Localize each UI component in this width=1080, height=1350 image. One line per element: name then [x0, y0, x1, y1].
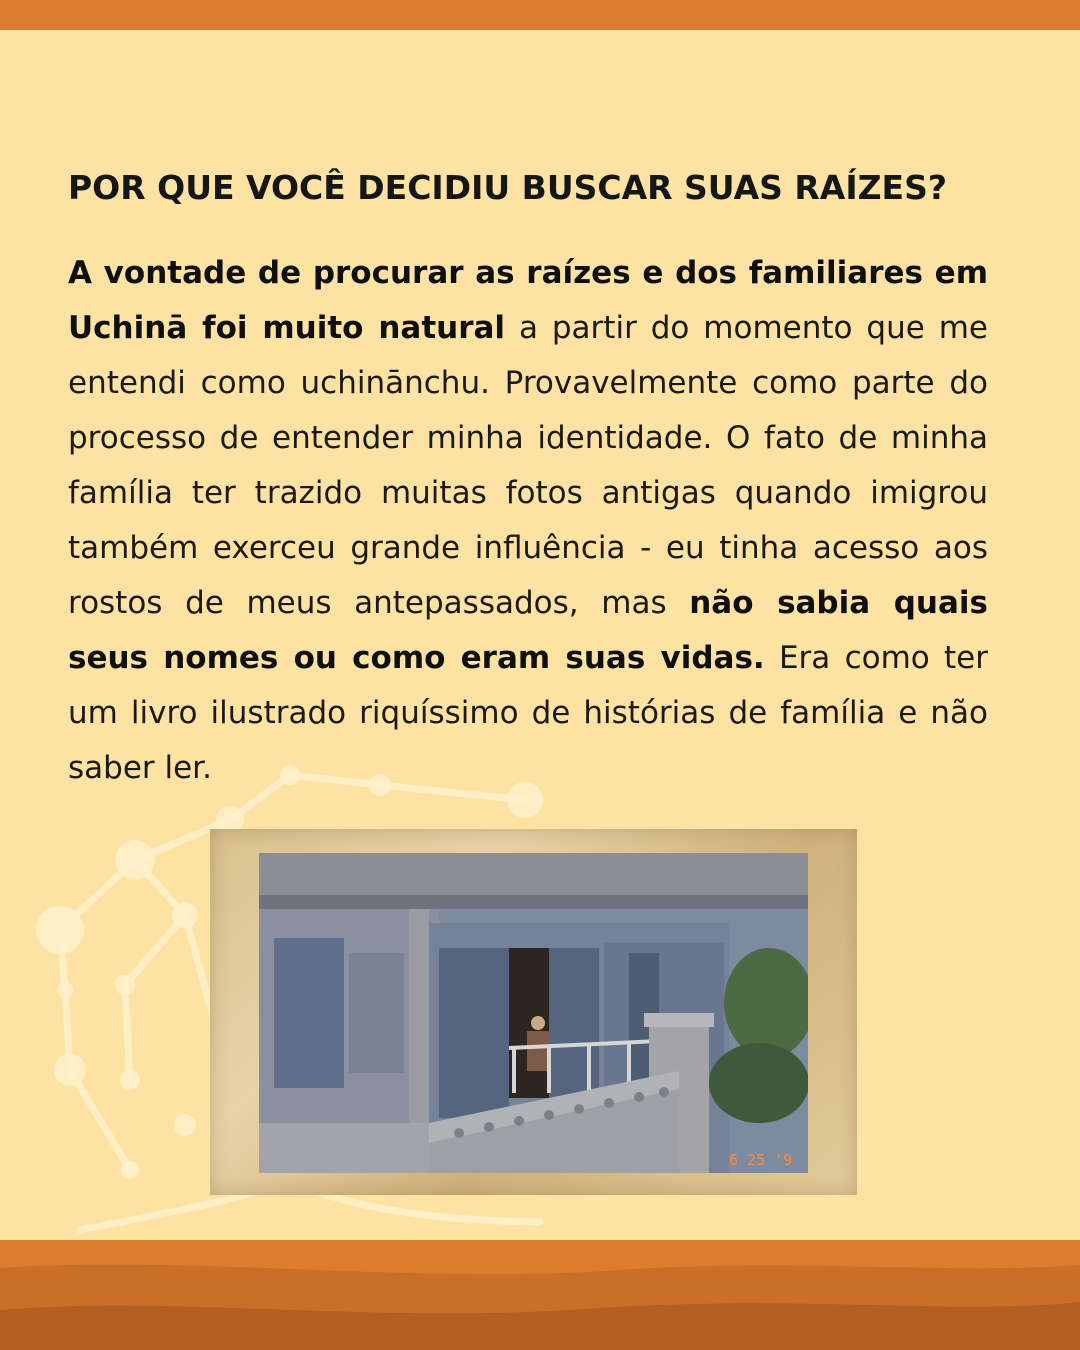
emphasis-text-1: A vontade de procurar as raízes e dos familiares em Uchinā foi muito natural: [68, 255, 988, 346]
body-text-4: Era como ter um livro ilustrado riquíssimo de histórias de família e não saber ler.: [68, 640, 988, 786]
page-title: POR QUE VOCÊ DECIDIU BUSCAR SUAS RAÍZES?: [68, 168, 947, 207]
bottom-wave-decoration: [0, 1240, 1080, 1350]
body-text-2: a partir do momento que me entendi como uchinānchu. Provavelmente como parte do processo de entender minha identidade. O fato de minha família ter trazido muitas fotos antigas quando imigrou também exerceu grande influência - eu tinha acesso aos rostos de meus antepassados, mas: [68, 310, 988, 621]
vintage-photo-frame: [210, 829, 857, 1195]
photo-date-stamp: 6 25 '9: [729, 1151, 793, 1169]
family-house-photo: [259, 853, 808, 1173]
emphasis-text-2: não sabia quais seus nomes ou como eram suas vidas.: [68, 585, 988, 676]
top-accent-bar: [0, 0, 1080, 30]
article-paragraph: [68, 246, 988, 796]
